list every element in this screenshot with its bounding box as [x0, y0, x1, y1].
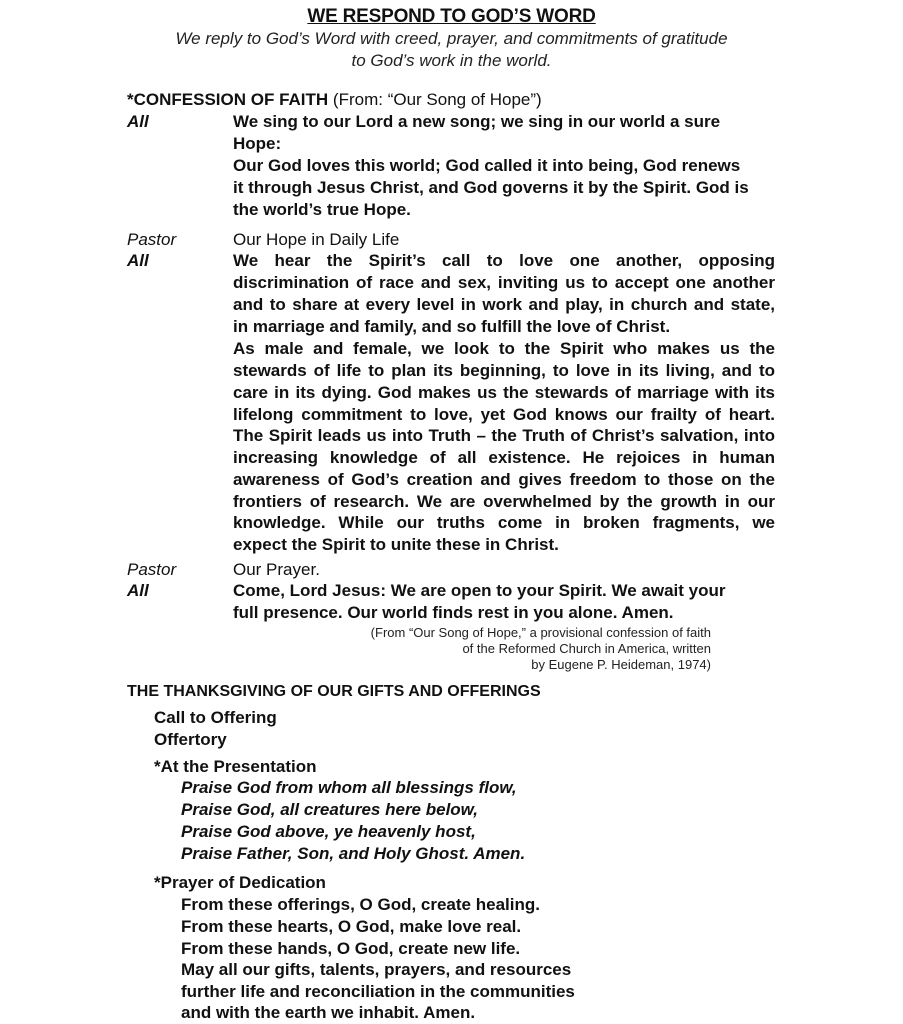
page-title: WE RESPOND TO GOD’S WORD	[307, 6, 596, 27]
response-line: knowledge. While our truths come in broken fragments, we	[233, 513, 775, 532]
response-line: care in its dying. God makes us the stewards of marriage with its	[233, 383, 775, 402]
response-line: expect the Spirit to unite these in Christ.	[233, 535, 559, 554]
presentation-heading: *At the Presentation	[154, 757, 317, 776]
attribution-line: by Eugene P. Heideman, 1974)	[531, 657, 711, 672]
response-line: full presence. Our world finds rest in you alone. Amen.	[233, 603, 674, 622]
response-line: in marriage and family, and so fulfill the love of Christ.	[233, 317, 671, 336]
leader-line: Our Prayer.	[233, 560, 320, 579]
dedication-line: and with the earth we inhabit. Amen.	[181, 1003, 476, 1022]
dedication-line: May all our gifts, talents, prayers, and resources	[181, 960, 572, 979]
dedication-line: From these offerings, O God, create healing.	[181, 895, 540, 914]
response-line: As male and female, we look to the Spirit who makes us the	[233, 339, 775, 358]
dedication-line: From these hearts, O God, make love real.	[181, 917, 522, 936]
role-label: Pastor	[127, 560, 177, 579]
subtitle-line: We reply to God’s Word with creed, prayer, and commitments of gratitude	[175, 29, 728, 48]
response-line: increasing knowledge of all existence. He rejoices in human	[233, 448, 775, 467]
leader-line: Our Hope in Daily Life	[233, 230, 400, 249]
subtitle-line: to God’s work in the world.	[351, 51, 552, 70]
dedication-line: From these hands, O God, create new life.	[181, 939, 521, 958]
response-line: The Spirit leads us into Truth – the Truth of Christ’s salvation, into	[233, 426, 775, 445]
response-line: discrimination of race and sex, inviting us to accept one another	[233, 273, 775, 292]
response-line: Our God loves this world; God called it into being, God renews	[233, 156, 741, 175]
confession-heading: *CONFESSION OF FAITH	[127, 90, 329, 109]
role-label: Pastor	[127, 230, 177, 249]
role-label: All	[127, 251, 149, 270]
confession-heading-row	[127, 89, 542, 111]
attribution-line: of the Reformed Church in America, written	[462, 641, 711, 656]
response-line: awareness of God’s creation and gives freedom to those on the	[233, 470, 775, 489]
dedication-line: further life and reconciliation in the communities	[181, 982, 575, 1001]
doxology-line: Praise God, all creatures here below,	[181, 800, 478, 819]
confession-source: (From: “Our Song of Hope”)	[332, 90, 542, 109]
attribution-line: (From “Our Song of Hope,” a provisional confession of faith	[370, 625, 711, 640]
response-line: We sing to our Lord a new song; we sing in our world a sure	[233, 112, 721, 131]
doxology-line: Praise Father, Son, and Holy Ghost. Amen.	[181, 844, 526, 863]
response-line: lifelong commitment to love, yet God knows our frailty of heart.	[233, 405, 775, 424]
response-line: and to share at every level in work and play, in church and state,	[233, 295, 775, 314]
response-line: frontiers of research. We are overwhelmed by the growth in our	[233, 492, 775, 511]
offertory: Offertory	[154, 730, 227, 749]
response-line: stewards of life to plan its beginning, to love in its living, and to	[233, 361, 775, 380]
response-line: it through Jesus Christ, and God governs it by the Spirit. God is	[233, 178, 749, 197]
role-label: All	[127, 112, 149, 131]
dedication-heading: *Prayer of Dedication	[154, 873, 326, 892]
doxology-line: Praise God above, ye heavenly host,	[181, 822, 476, 841]
response-line: We hear the Spirit’s call to love one another, opposing	[233, 251, 775, 270]
role-label: All	[127, 581, 149, 600]
response-line: Hope:	[233, 134, 282, 153]
response-line: the world’s true Hope.	[233, 200, 411, 219]
doxology-line: Praise God from whom all blessings flow,	[181, 778, 517, 797]
offering-heading: THE THANKSGIVING OF OUR GIFTS AND OFFERINGS	[127, 683, 541, 700]
call-to-offering: Call to Offering	[154, 708, 277, 727]
response-line: Come, Lord Jesus: We are open to your Spirit. We await your	[233, 581, 726, 600]
